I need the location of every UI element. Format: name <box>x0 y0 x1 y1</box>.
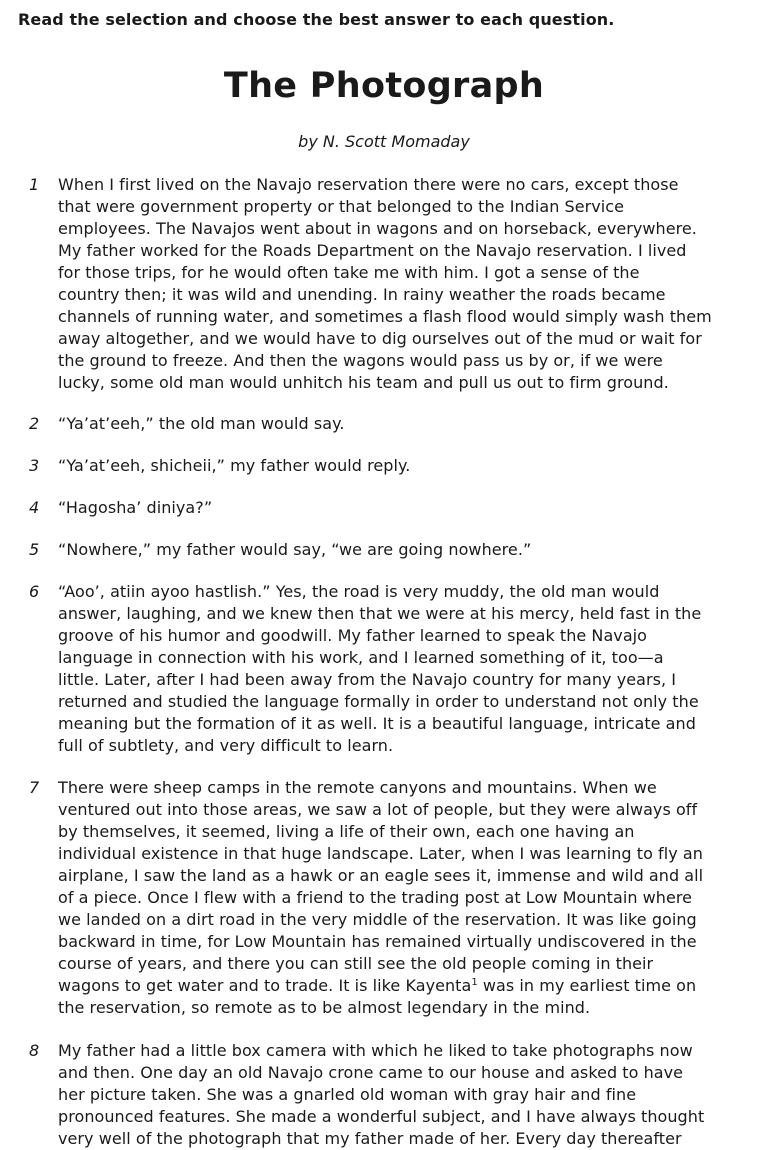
paragraph-line: the reservation, so remote as to be almost legendary in the mind. <box>58 998 591 1017</box>
story-title: The Photograph <box>223 66 545 106</box>
paragraph-line: language in connection with his work, and I learned something of it, too—a <box>58 648 664 667</box>
paragraph-line: very well of the photograph that my father made of her. Every day thereafter <box>58 1129 682 1148</box>
paragraph-number: 1 <box>29 175 40 194</box>
paragraph-number: 4 <box>29 498 40 517</box>
paragraph-line: country then; it was wild and unending. In rainy weather the roads became <box>58 285 666 304</box>
paragraph-line: backward in time, for Low Mountain has remained virtually undiscovered in the <box>58 932 697 951</box>
paragraph-line: by themselves, it seemed, living a life of their own, each one having an <box>58 822 635 841</box>
paragraph-line: returned and studied the language formally in order to understand not only the <box>58 692 699 711</box>
paragraph-line: that were government property or that belonged to the Indian Service <box>58 197 625 216</box>
paragraph-line: of a piece. Once I flew with a friend to the trading post at Low Mountain where <box>58 888 693 907</box>
paragraph-line: airplane, I saw the land as a hawk or an eagle sees it, immense and wild and all <box>58 866 704 885</box>
story-byline: by N. Scott Momaday <box>298 132 470 151</box>
paragraph-line: and then. One day an old Navajo crone came to our house and asked to have <box>58 1063 684 1082</box>
paragraph-line <box>58 975 696 997</box>
footnote-marker: 1 <box>471 977 478 988</box>
paragraph-line: away altogether, and we would have to dig ourselves out of the mud or wait for <box>58 329 702 348</box>
paragraph-line: little. Later, after I had been away from the Navajo country for many years, I <box>58 670 677 689</box>
paragraph-number: 7 <box>29 778 40 797</box>
paragraph-line: “Ya’at’eeh,” the old man would say. <box>58 414 345 433</box>
paragraph-line: pronounced features. She made a wonderful subject, and I have always thought <box>58 1107 705 1126</box>
paragraph-line: “Hagosha’ diniya?” <box>58 498 213 517</box>
paragraph-line: “Ya’at’eeh, shicheii,” my father would reply. <box>58 456 411 475</box>
paragraph-line: her picture taken. She was a gnarled old woman with gray hair and fine <box>58 1085 637 1104</box>
paragraph-line: employees. The Navajos went about in wagons and on horseback, everywhere. <box>58 219 697 238</box>
paragraph-line: course of years, and there you can still see the old people coming in their <box>58 954 654 973</box>
paragraph-line: full of subtlety, and very difficult to learn. <box>58 736 394 755</box>
line-text: was in my earliest time on <box>477 976 697 995</box>
paragraph-line: My father worked for the Roads Department on the Navajo reservation. I lived <box>58 241 687 260</box>
paragraph-line: “Aoo’, atiin ayoo hastlish.” Yes, the road is very muddy, the old man would <box>58 582 660 601</box>
paragraph-line: individual existence in that huge landscape. Later, when I was learning to fly an <box>58 844 703 863</box>
paragraph-number: 6 <box>29 582 40 601</box>
paragraph-line: groove of his humor and goodwill. My father learned to speak the Navajo <box>58 626 648 645</box>
paragraph-line: “Nowhere,” my father would say, “we are going nowhere.” <box>58 540 532 559</box>
instruction-text: Read the selection and choose the best answer to each question. <box>18 10 615 29</box>
paragraph-line: answer, laughing, and we knew then that we were at his mercy, held fast in the <box>58 604 702 623</box>
paragraph-line: ventured out into those areas, we saw a lot of people, but they were always off <box>58 800 698 819</box>
paragraph-line: There were sheep camps in the remote canyons and mountains. When we <box>58 778 657 797</box>
paragraph-line: for those trips, for he would often take me with him. I got a sense of the <box>58 263 640 282</box>
paragraph-number: 8 <box>29 1041 40 1060</box>
line-text: wagons to get water and to trade. It is like Kayenta <box>58 976 472 995</box>
paragraph-line: meaning but the formation of it as well. It is a beautiful language, intricate and <box>58 714 696 733</box>
paragraph-line: My father had a little box camera with which he liked to take photographs now <box>58 1041 693 1060</box>
paragraph-number: 2 <box>29 414 40 433</box>
paragraph-number: 5 <box>29 540 40 559</box>
paragraph-line: the ground to freeze. And then the wagons would pass us by or, if we were <box>58 351 663 370</box>
paragraph-line: channels of running water, and sometimes a flash flood would simply wash them <box>58 307 712 326</box>
paragraph-line: we landed on a dirt road in the very middle of the reservation. It was like going <box>58 910 697 929</box>
paragraph-line: When I first lived on the Navajo reservation there were no cars, except those <box>58 175 679 194</box>
paragraph-line: lucky, some old man would unhitch his team and pull us out to firm ground. <box>58 373 669 392</box>
paragraph-number: 3 <box>29 456 40 475</box>
